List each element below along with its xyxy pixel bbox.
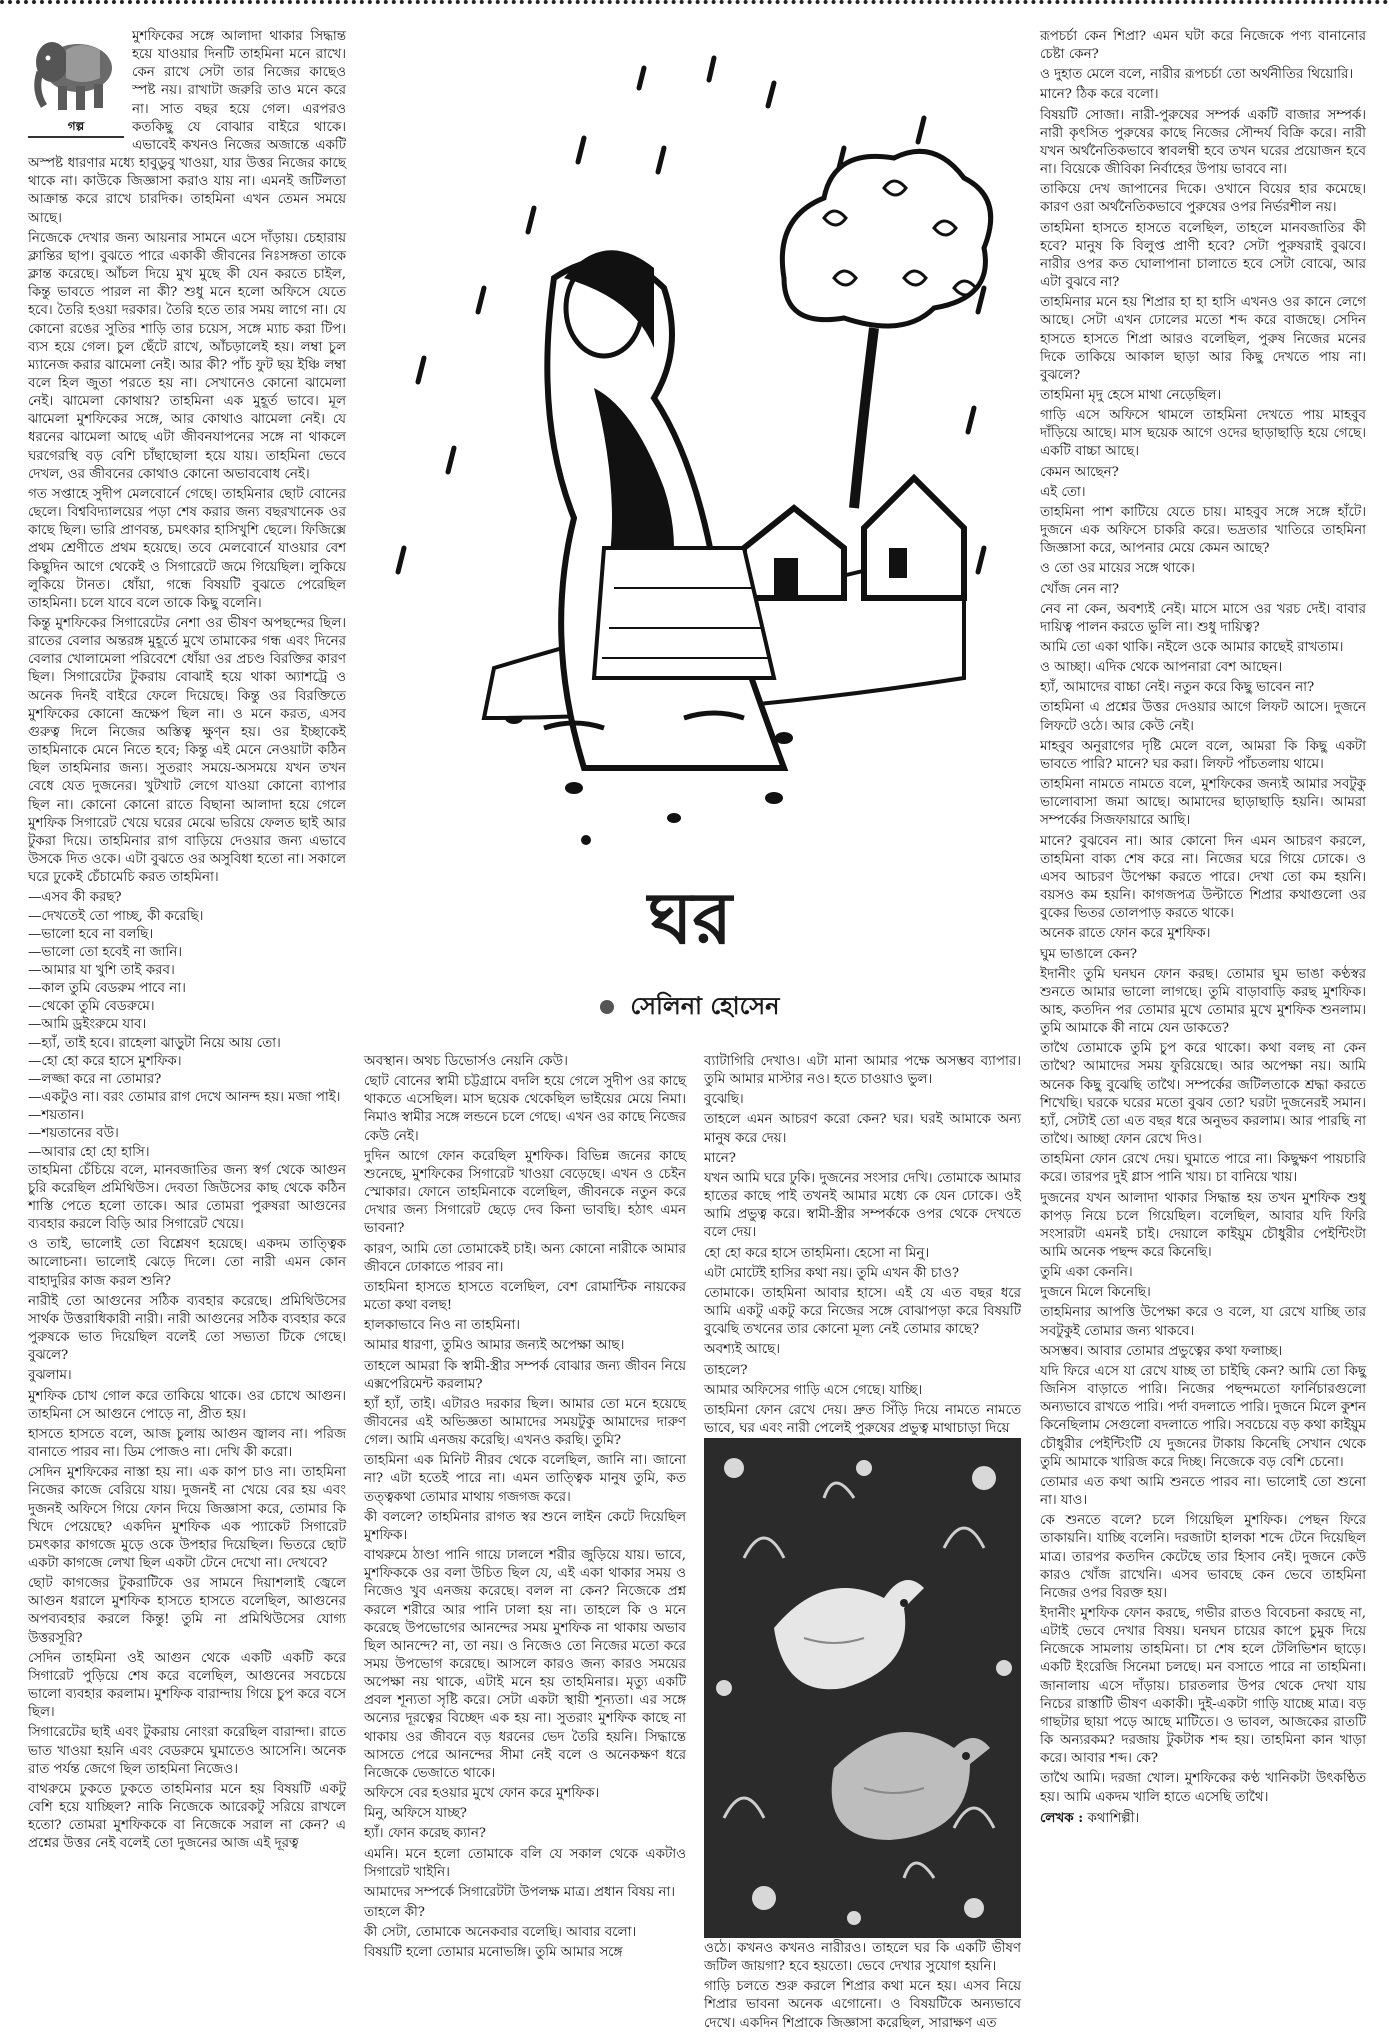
paragraph: তাহমিনা এক মিনিট নীরব থেকে বলেছিল, জানি না। জানো না? এটা হতেই পারে না। এমন তাত্ত্বিক মানুষ তুমি, কত তত্ত্বকথা তোমার মাথায় গজগজ করে। xyxy=(364,1453,686,1505)
dialogue-line: —হ্যাঁ, তাই হবে। রাহেলা ঝাড়ুটা নিয়ে আয় তো। xyxy=(28,1035,281,1051)
paragraph: তাহমিনা ফোন রেখে দেয়। দ্রুত সিঁড়ি দিয়ে নামতে নামতে ভাবে, ঘর এবং নারী পেলেই পুরুষের প্রভুত্ব মাথাচাড়া দিয়ে xyxy=(704,1402,1021,1436)
paragraph: হো হো করে হাসে তাহমিনা। হেসো না মিনু। xyxy=(704,1245,930,1261)
paragraph: তাহমিনা এ প্রশ্নের উত্তর দেওয়ার আগে লিফট আসে। দুজনে লিফটে ওঠে। আর কেউ নেই। xyxy=(1040,700,1366,734)
dialogue-line: —আমার যা খুশি তাই করব। xyxy=(28,962,175,978)
paragraph: ও তো ওর মায়ের সঙ্গে থাকে। xyxy=(1040,561,1195,577)
paragraph: তাহমিনা হাসতে হাসতে বলেছিল, বেশ রোমান্টিক নায়কের মতো কথা বলছ! xyxy=(364,1279,686,1314)
paragraph: নেব না কেন, অবশ্যই নেই। মাসে মাসে ওর খরচ দেই। বাবার দায়িত্ব পালন করতে ভুলি না। শুধু দায়িত্ব? xyxy=(1040,601,1366,635)
paragraph: তাহলে আমরা কি স্বামী-স্ত্রীর সম্পর্ক বোঝার জন্য জীবন নিয়ে এক্সপেরিমেন্ট করলাম? xyxy=(364,1358,686,1392)
dialogue-line: —কাল তুমি বেডরুম পাবে না। xyxy=(28,981,186,997)
paragraph: অবশ্যই আছে। xyxy=(704,1342,780,1358)
paragraph: আমি তো একা থাকি। নইলে ওকে আমার কাছেই রাখতাম। xyxy=(1040,640,1344,655)
story-author xyxy=(600,994,840,1018)
paragraph: খোঁজ নেন না? xyxy=(1040,581,1120,597)
paragraph: তুমি একা কেননি। xyxy=(1040,1265,1133,1281)
paragraph: তাহলে এমন আচরণ করো কেন? ঘর। ঘরই আমাকে অন্য মানুষ করে দেয়। xyxy=(704,1112,1021,1146)
paragraph: হ্যাঁ হ্যাঁ, তাই। এটারও দরকার ছিল। আমার তো মনে হয়েছে জীবনের এই অভিজ্ঞতা আমাদের সময়টুকু আমাদের দারুণ গেল। আমি এনজয় করেছি। এখনও করছি। তুমি? xyxy=(364,1396,686,1449)
paragraph: তাহমিনার আপত্তি উপেক্ষা করে ও বলে, যা রেখে যাচ্ছি তার সবটুকুই তোমার জন্য থাকবে। xyxy=(1040,1305,1366,1339)
author-name: সেলিনা হোসেন xyxy=(630,992,780,1020)
paragraph: তাহমিনা মৃদু হেসে মাথা নেড়েছিল। xyxy=(1040,387,1222,403)
story-column-middle-b-end xyxy=(704,1940,1021,2031)
paragraph: কে শুনতে বলে? চলে গিয়েছিল মুশফিক। পেছন ফিরে তাকায়নি। যাচ্ছি বলেনি। দরজাটা হালকা শব্দে টেনে দিয়েছিল মাত্র। তারপর কতদিন কেটেছে তার হিসাব নেই। দুজনে কেউ কারও খোঁজ রাখেনি। এসব ভাবছে কেন ভেবে তাহমিনা নিজের ওপর বিরক্ত হয়। xyxy=(1040,1513,1366,1601)
paragraph: গত সপ্তাহে সুদীপ মেলবোর্নে গেছে। তাহমিনার ছোট বোনের ছেলে। বিশ্ববিদ্যালয়ের পড়া শেষ করার জন্য বছরখানেক ওর কাছে ছিল। ভারি প্রাণবন্ত, চমৎকার হাসিখুশি ছেলে। ফিজিক্সে প্রথম শ্রেণীতে প্রথম হয়েছে। তবে মেলবোর্নে যাওয়ার বেশ কিছুদিন আগে থেকেই ও সিগারেটে জমে গিয়েছিল। লুকিয়ে লুকিয়ে টানত। ধোঁয়া, গন্ধে বিষয়টি বুঝতে পেরেছিল তাহমিনা। চলে যাবে বলে তাকে কিছু বলেনি। xyxy=(28,486,346,611)
paragraph: কেমন আছেন? xyxy=(1040,464,1119,480)
story-illustration xyxy=(364,28,1024,868)
dialogue-line: —শয়তান। xyxy=(28,1108,84,1124)
story-column-right xyxy=(1040,28,1366,1983)
dialogue-line: —দেখতেই তো পাচ্ছ, কী করেছি। xyxy=(28,908,204,924)
dialogue-line: —আমি ড্রইংরুমে যাব। xyxy=(28,1017,147,1033)
dialogue-line: —ভালো তো হবেই না জানি। xyxy=(28,944,183,960)
paragraph: কী সেটা, তোমাকে অনেকবার বলেছি। আবার বলো। xyxy=(364,1925,637,1941)
paragraph: ও আচ্ছা। এদিক থেকে আপনারা বেশ আছেন। xyxy=(1040,660,1283,676)
paragraph: নিজেকে দেখার জন্য আয়নার সামনে এসে দাঁড়ায়। চেহারায় ক্লান্তির ছাপ। বুঝতে পারে একাকী জীবনের নিঃসঙ্গতা তাকে ক্লান্ত করেছে। আঁচল দিয়ে মুখ মুছে কী যেন করতে চাইল, কিন্তু ভাবতে পারল না কী? শুধু মনে হলো অফিসে যেতে হবে। তৈরি হওয়া দরকার। তৈরি হতে তার সময় লাগে না। যে কোনো রঙের সুতির শাড়ি তার চয়েস, সঙ্গে ম্যাচ করা টিপ। ব্যস হয়ে গেল। চুল ছেঁটে রাখে, আঁচড়ালেই হয়। লম্বা চুল ম্যানেজ করার ঝামেলা নেই। আর কী? পাঁচ ফুট ছয় ইঞ্চি লম্বা বলে হিল জুতা পরতে হয় না। সেখানেও কোনো ঝামেলা নেই। ঝামেলা কোথায়? তাহমিনা এক মুহূর্ত ভাবে। মূল ঝামেলা মুশফিকের সঙ্গে, আর কোথাও ঝামেলা নেই। যে ধরনের ঝামেলা আছে এটা জীবনযাপনের সঙ্গে না থাকলে ঘরগেরস্থি বড় বেশি চাঁছাছোলা হয়ে যায়। তাহমিনা ভেবে দেখল, ওর জীবনের কোথাও কোনো অভাববোধ নেই। xyxy=(28,230,346,482)
paragraph: তাহমিনা হাসতে হাসতে বলেছিল, তাহলে মানবজাতির কী হবে? মানুষ কি বিলুপ্ত প্রাণী হবে? সেটা পুরুষরাই বুঝবে। নারীর ওপর কত ঘোলাপানা চালাতে হবে সেটা বোঝে, আর এটা বুঝবে না? xyxy=(1040,220,1366,291)
paragraph: ও দুহাত মেলে বলে, নারীর রূপচর্চা তো অর্থনীতির থিয়োরি। xyxy=(1040,67,1354,83)
dialogue-line: —লজ্জা করে না তোমার? xyxy=(28,1071,162,1087)
paragraph: সেদিন মুশফিকের নাস্তা হয় না। এক কাপ চাও না। তাহমিনা নিজের কাজে বেরিয়ে যায়। দুজনই না খেয়ে বের হয় এবং দুজনই অফিসে গিয়ে ফোন দিয়ে জিজ্ঞাসা করে, তোমার কি খিদে পেয়েছে? একদিন মুশফিক এক প্যাকেট সিগারেট চমৎকার কাগজে মুড়ে ওকে উপহার দিয়েছিল। ভিতরে ছোট একটা কাগজে লেখা ছিল একটা টেনে দেখো না। দেখবে? xyxy=(28,1465,346,1571)
bullet-icon xyxy=(600,1000,614,1014)
paragraph: আমার ধারণা, তুমিও আমার জন্যই অপেক্ষা আছ। xyxy=(364,1338,625,1354)
paragraph: দুজনে মিলে কিনেছি। xyxy=(1040,1285,1151,1301)
paragraph: কারণ, আমি তো তোমাকেই চাই। অন্য কোনো নারীকে আমার জীবনে ঢোকাতে পারব না। xyxy=(364,1241,686,1275)
paragraph: গাড়ি চলতে শুরু করলে শিপ্রার কথা মনে হয়। এসব নিয়ে শিপ্রার ভাবনা অনেক এগোনো। ও বিষয়টিকে অন্যভাবে দেখে। একদিন শিপ্রাকে জিজ্ঞাসা করেছিল, সারাক্ষণ এত xyxy=(704,1979,1021,2031)
paragraph: তাহলে? xyxy=(704,1362,748,1378)
dialogue-line: —শয়তানের বউ। xyxy=(28,1126,119,1142)
paragraph: তাকিয়ে দেখ জাপানের দিকে। ওখানে বিয়ের হার কমেছে। কারণ ওরা অর্থনৈতিকভাবে পুরুষের ওপর নির্ভরশীল নয়। xyxy=(1040,182,1366,216)
dialogue-line: —ভালো হবে না বলছি। xyxy=(28,926,154,942)
paragraph: ব্যাটাগিরি দেখাও। এটা মানা আমার পক্ষে অসম্ভব ব্যাপার। তুমি আমার মাস্টার নও। হতে চাওয়াও ভুল। xyxy=(704,1054,1021,1088)
paragraph: দুদিন আগে ফোন করেছিল মুশফিক। বিভিন্ন জনের কাছে শুনেছে, মুশফিকের সিগারেট খাওয়া বেড়েছে। এখন ও চেইন স্মোকার। ফোনে তাহমিনাকে বলেছিল, জীবনকে নতুন করে দেখার জন্য সিগারেট ছেড়ে দেব কিনা ভাবছি। হঠাৎ এমন ভাবনা? xyxy=(364,1148,686,1237)
paragraph: তোমাকে। তাহমিনা আবার হাসে। এই যে এত বছর ধরে আমি একটু একটু করে নিজের সঙ্গে বোঝাপড়া করে বিষয়টি বুঝেছি তখনের তার কোনো মূল্য নেই তোমার কাছে? xyxy=(704,1285,1021,1338)
paragraph: কী বললে? তাহমিনার রাগত স্বর শুনে লাইন কেটে দিয়েছিল মুশফিক। xyxy=(364,1509,686,1543)
paragraph: এটা মোটেই হাসির কথা নয়। তুমি এখন কী চাও? xyxy=(704,1265,959,1281)
paragraph: তোমার এত কথা আমি শুনতে পারব না। ভালোই তো শুনো না। যাও। xyxy=(1040,1474,1366,1509)
paragraph: সিগারেটের ছাই এবং টুকরায় নোংরা করেছিল বারান্দা। রাতে ভাত খাওয়া হয়নি এবং বেডরুমে ঘুমাতেও আসেনি। অনেক রাত পর্যন্ত জেগে ছিল তাহমিনা নিজেও। xyxy=(28,1725,346,1777)
paragraph: মানে? বুঝবেন না। আর কোনো দিন এমন আচরণ করলে, তাহমিনা বাক্য শেষ করে না। নিজের ঘরে গিয়ে ঢোকে। ও এসব আচরণ উপেক্ষা করতে পারে। দেখা তো কম হয়নি। বয়সও কম হয়নি। কাগজপত্র উল্টাতে শিপ্রার কথাগুলো ওর বুকের ভিতর তোলপাড় করতে থাকে। xyxy=(1040,833,1366,922)
paragraph: মাহবুব অনুরাগের দৃষ্টি মেলে বলে, আমরা কি কিছু একটা ভাবতে পারি? মানে? ঘর করা। লিফট পাঁচতলায় থামে। xyxy=(1040,738,1366,772)
paragraph: কিন্তু মুশফিকের সিগারেটের নেশা ওর ভীষণ অপছন্দের ছিল। রাতের বেলার অন্তরঙ্গ মুহূর্তে মুখে তামাকের গন্ধ এবং দিনের বেলার খোলামেলা পরিবেশে ধোঁয়া ওর প্রচণ্ড বিরক্তির কারণ ছিল। সিগারেটের টুকরায় বোঝাই হয়ে থাকা অ্যাশট্রে ও অনেক দিনই বাইরে ফেলে দিয়েছে। কিন্তু ওর বিরক্তিতে মুশফিকের কোনো ভ্রূক্ষেপ ছিল না। ও মনে করত, এসব গুরুত্ব দিলে নিজের অস্তিত্ব ক্ষুণ্ন হয়। ওর ইচ্ছাকেই তাহমিনাকে মেনে নিতে হবে; কিন্তু এই মেনে নেওয়াটা কঠিন ছিল তাহমিনার জন্য। সুতরাং সময়ে-অসময়ে যখন তখন বেধে যেত দুজনের। খুটখাট লেগে যাওয়া কোনো ব্যাপার ছিল না। কোনো কোনো রাতে বিছানা আলাদা হয়ে গেলে মুশফিক সিগারেট খেয়ে ঘরের মেঝে ভরিয়ে ফেলত ছাই আর টুকরা দিয়ে। তাহমিনার রাগ বাড়িয়ে দেওয়ার জন্য এভাবে উসকে দিত ওকে। এটা বুঝতে ওর অসুবিধা হতো না। সকালে ঘরে ঢুকেই চেঁচামেচি করত তাহমিনা। xyxy=(28,616,346,886)
paragraph: বিষয়টি হলো তোমার মনোভঙ্গি। তুমি আমার সঙ্গে xyxy=(364,1945,623,1961)
paragraph: ঘুম ভাঙালে কেন? xyxy=(1040,946,1138,962)
paragraph: ইদানীং মুশফিক ফোন করছে, গভীর রাতও বিবেচনা করছে না, এটাই ভেবে দেখার বিষয়। ঘনঘন চায়ের কাপে চুমুক দিয়ে নিজেকে সামলায় তাহমিনা। চা শেষ হলে টেলিভিশন ছাড়ে। একটি ইংরেজি সিনেমা চলছে। মন বসাতে পারে না তাহমিনা। জানালায় এসে দাঁড়ায়। চারতলার উপর থেকে দেখা যায় নিচের রাস্তাটি ভীষণ একাকী। দুই-একটা গাড়ি যাচ্ছে মাত্র। বড় গাছটার ছায়া পড়ে আছে মাটিতে। ও ভাবল, আজকের রাতটি কি অন্যরকম? দরজায় টুকটাক শব্দ হয়। তাহমিনা কান খাড়া করে। আবার শব্দ। কে? xyxy=(1040,1605,1366,1767)
paragraph: তাহলে কী? xyxy=(364,1905,425,1921)
paragraph: মানে? xyxy=(704,1150,736,1166)
paragraph: যদি ফিরে এসে যা রেখে যাচ্ছ তা চাইছি কেন? আমি তো কিছু জিনিস বাড়াতে পারি। নিজের পছন্দমতো ফার্নিচারগুলো অন্যভাবে রাখতে পারি। পর্দা বদলাতে পারি। দুজনে মিলে কুশন কিনেছিলাম সেগুলো বদলাতে পারি। সবচেয়ে বড় কথা কাইয়ুম চৌধুরীর পেইন্টিংটি যে দুজনের টাকায় কিনেছি সেখান থেকে তুমি আমাকে খারিজ করে দিচ্ছ। নিজেকে বড় বেশি চেনো। xyxy=(1040,1363,1366,1470)
paragraph: হ্যাঁ, আমাদের বাচ্চা নেই। নতুন করে কিছু ভাবেন না? xyxy=(1040,680,1315,696)
paragraph: ছোট বোনের স্বামী চট্টগ্রামে বদলি হয়ে গেলে সুদীপ ওর কাছে থাকতে এসেছিল। মাস ছয়েক থেকেছিল ভাইয়ের মেয়ে নিমা। নিমাও স্বামীর সঙ্গে লন্ডনে চলে গেছে। এখন ওর কাছে নিজের কেউ নেই। xyxy=(364,1074,686,1144)
dialogue-line: —থেকো তুমি বেডরুমে। xyxy=(28,999,155,1015)
paragraph: তাহমিনার মনে হয় শিপ্রার হা হা হাসি এখনও ওর কানে লেগে আছে। সেটা এখন ঢোলের মতো শব্দ করে বাজছে। সেদিন হাসতে হাসতে শিপ্রা আরও বলেছিল, পুরুষ নিজের মনের দিকে তাকিয়ে আকাল ছাড়া আর কিছু দেখতে পায় না। বুঝলে? xyxy=(1040,295,1366,383)
paragraph: ইদানীং তুমি ঘনঘন ফোন করছ। তোমার ঘুম ভাঙা কণ্ঠস্বর শুনতে আমার ভালো লাগছে। তুমি বাড়াবাড়ি করছ মুশফিক। আহ, কতদিন পর তোমার মুখে তোমার মুখে মুশফিক শুনলাম। তুমি আমাকে কী নামে যেন ডাকতে? xyxy=(1040,966,1366,1037)
paragraph: তাহমিনা পাশ কাটিয়ে যেতে চায়। মাহবুব সঙ্গে সঙ্গে হাঁটে। দুজনে এক অফিসে চাকরি করে। ভদ্রতার খাতিরে তাহমিনা জিজ্ঞাসা করে, আপনার মেয়ে কেমন আছে? xyxy=(1040,504,1366,557)
byline-label: লেখক : xyxy=(1040,1809,1084,1826)
byline-value: কথাশিল্পী। xyxy=(1087,1810,1140,1826)
paragraph: এই তো। xyxy=(1040,484,1086,500)
dialogue-line: —আবার হো হো হাসি। xyxy=(28,1144,150,1160)
paragraph: তাহমিনা চেঁচিয়ে বলে, মানবজাতির জন্য স্বর্গ থেকে আগুন চুরি করেছিল প্রমিথিউস। দেবতা জিউসের কাছ থেকে কঠিন শাস্তি পেতে হলো তাকে। আর তোমরা পুরুষরা আগুনের ব্যবহার করলে বিড়ি আর সিগারেট খেয়ে। xyxy=(28,1162,346,1233)
paragraph: নারীই তো আগুনের সঠিক ব্যবহার করেছে। প্রমিথিউসের সার্থক উত্তরাধিকারী নারী। নারী আগুনের সঠিক ব্যবহার করে পুরুষকে ভাত দিয়েছিল বলেই তো সভ্যতা টিকে গেছে। বুঝলে? xyxy=(28,1293,346,1364)
story-column-middle-b xyxy=(704,1053,1021,1438)
paragraph: হ্যাঁ। ফোন করেছ ক্যান? xyxy=(364,1826,486,1842)
story-column-middle-a xyxy=(364,1053,686,1983)
story-column-left xyxy=(28,28,346,1983)
paragraph: তাহমিনা নামতে নামতে বলে, মুশফিকের জন্যই আমার সবটুকু ভালোবাসা জমা আছে। আমাদের ছাড়াছাড়ি হয়নি। আমরা সম্পর্কের সিজফায়ারে আছি। xyxy=(1040,777,1366,829)
paragraph: ছোট কাগজের টুকরাটিকে ওর সামনে দিয়াশলাই জ্বেলে আগুন ধরালে মুশফিক হাসতে হাসতে বলেছিল, আগুনের অপব্যবহার করলে কিন্তু! তুমি না প্রমিথিউসের যোগ্য উত্তরসূরি? xyxy=(28,1576,346,1646)
paragraph: মিনু, অফিসে যাচ্ছ? xyxy=(364,1806,467,1822)
elephant-icon xyxy=(28,28,124,118)
paragraph: ওঠে। কখনও কখনও নারীরও। তাহলে ঘর কি একটি ভীষণ জটিল জায়গা? হবে হয়তো। ভেবে দেখার সুযোগ হয়নি। xyxy=(704,1941,1021,1975)
story-title: ঘর xyxy=(647,876,733,960)
dialogue-line: —এসব কী করছ? xyxy=(28,890,122,906)
paragraph: অসম্ভব। আবার তোমার প্রভুত্বের কথা ফলাচ্ছ। xyxy=(1040,1343,1283,1359)
paragraph: আমার অফিসের গাড়ি এসে গেছে। যাচ্ছি। xyxy=(704,1382,923,1398)
paragraph: হালকাভাবে নিও না তাহমিনা। xyxy=(364,1318,521,1334)
top-dotted-rule xyxy=(0,0,1389,11)
paragraph: আমাদের সম্পর্কে সিগারেটটা উপলক্ষ মাত্র। প্রধান বিষয় না। xyxy=(364,1884,676,1900)
section-tag: গল্প xyxy=(67,118,85,133)
paragraph: মুশফিকের সঙ্গে আলাদা থাকার সিদ্ধান্ত হয়ে যাওয়ার দিনটি তাহমিনা মনে রাখে। কেন রাখে সেটা তার নিজের কাছেও স্পষ্ট নয়। রাখাটা জরুরি তাও মনে করে না। সাত বছর হয়ে গেল। এরপরও কতকিছু যে বোঝার বাইরে থাকে। এভাবেই কখনও নিজের অজান্তে একটি অস্পষ্ট ধারণার মধ্যে হাবুডুবু খাওয়া, যার উত্তর নিজের কাছে থাকে না। কাউকে জিজ্ঞাসা করাও যায় না। এমনই জটিলতা আক্রান্ত করে রাখে চারদিক। তাহমিনা এখন তেমন সময়ে আছে। xyxy=(28,29,346,226)
paragraph: অফিসে বের হওয়ার মুখে ফোন করে মুশফিক। xyxy=(364,1786,600,1802)
paragraph: ও তাই, ভালোই তো বিশ্লেষণ হয়েছে। একদম তাত্ত্বিক আলোচনা। ভালোই ঝেড়ে দিলে। তো নারী এমন কোন বাহাদুরির কাজ করল শুনি? xyxy=(28,1237,346,1289)
paragraph: সেদিন তাহমিনা ওই আগুন থেকে একটি একটি করে সিগারেট পুড়িয়ে শেষ করে বলেছিল, আগুনের সবচেয়ে ভালো ব্যবহার করলাম। মুশফিক বারান্দায় গিয়ে চুপ করে বসে ছিল। xyxy=(28,1650,346,1721)
paragraph: তাহমিনা ফোন রেখে দেয়। ঘুমাতে পারে না। কিছুক্ষণ পায়চারি করে। তারপর দুই গ্লাস পানি খায়। চা বানিয়ে খায়। xyxy=(1040,1152,1366,1186)
paragraph: তাথৈ তোমাকে তুমি চুপ করে থাকো। কথা বলছ না কেন তাথৈ? আমাদের সময় ফুরিয়েছে। আর অপেক্ষা নয়। আমি অনেক কিছু বুঝেছি তাথৈ। সম্পর্কের জটিলতাকে শ্রদ্ধা করতে শিখেছি। ঘরকে ঘরের মতো বুঝব তো? ঘরটা দুজনেরই সমান। হ্যাঁ, সেটাই তো এত বছর ধরে অনুভব করলাম। আর পারছি না তাথৈ। আচ্ছা ফোন রেখে দিও। xyxy=(1040,1041,1366,1148)
paragraph: বাথরুমে ঢুকতে ঢুকতে তাহমিনার মনে হয় বিষয়টি একটু বেশি হয়ে যাচ্ছিল? নাকি নিজেকে আরেকটু সরিয়ে রাখলে হতো? তোমরা মুশফিককে বা নিজেকে সরাল না কেন? এ প্রশ্নের উত্তর নেই বলেই তো দুজনের আজ এই দূরত্ব xyxy=(28,1781,346,1852)
paragraph: বুঝেছি। xyxy=(704,1092,744,1108)
paragraph: বিষয়টি সোজা। নারী-পুরুষের সম্পর্ক একটি বাজার সম্পর্ক। নারী কৃৎসিত পুরুষের কাছে নিজের সৌন্দর্য বিক্রি করে। নারী যখন অর্থনৈতিকভাবে স্বাবলম্বী হবে তখন ঘরের প্রয়োজন হবে না। বিয়েকে জীবিকা নির্বাহের উপায় ভাববে না। xyxy=(1040,107,1366,178)
paragraph: মুশফিক চোখ গোল করে তাকিয়ে থাকে। ওর চোখে আগুন। তাহমিনা সে আগুনে পোড়ে না, প্রীত হয়। xyxy=(28,1388,346,1422)
paragraph: বাথরুমে ঠাণ্ডা পানি গায়ে ঢাললে শরীর জুড়িয়ে যায়। ভাবে, মুশফিককে ওর বলা উচিত ছিল যে, এই একা থাকার সময় ও নিজেও খুব এনজয় করেছে। বলল না কেন? নিজেকে প্রশ্ন করলে শরীরে আর পানি ঢালা হয় না। তাহলে কি ও মনে করেছে উপভোগের আনন্দের সময় মুশফিক না থাকায় অভাব ছিল আনন্দে? না, তা নয়। ও নিজেও তো নিজের মতো করে সময় উপভোগ করেছে। আসলে কারও জন্য কারও সময়ের অপেক্ষা নয় থাকে, এটাই মনে হয় তাহমিনার। মৃত্যু একটি প্রবল শূন্যতা সৃষ্টি করে। সেটা একটা স্থায়ী শূন্যতা। এর সঙ্গে অন্যের দূরত্বের বিচ্ছেদ এক হয় না। সুতরাং মুশফিক কাছে না থাকায় ওর জীবনে বড় ধরনের ভেদ তৈরি হয়নি। সিদ্ধান্তে আসতে পেরে আনন্দের সীমা নেই বলে ও অনেকক্ষণ ধরে নিজেকে ভেজাতে থাকে। xyxy=(364,1548,686,1781)
paragraph: রূপচর্চা কেন শিপ্রা? এমন ঘটা করে নিজেকে পণ্য বানানোর চেষ্টা কেন? xyxy=(1040,29,1366,63)
bird-pattern-illustration xyxy=(704,1438,1021,1938)
paragraph: হাসতে হাসতে বলে, আজ চুলায় আগুন জ্বালব না। পরিজ বানাতে পারব না। ডিম পোজও না। দেখি কী করো। xyxy=(28,1426,346,1461)
dialogue-line: —একটুও না। বরং তোমার রাগ দেখে আনন্দ হয়। মজা পাই। xyxy=(28,1090,341,1106)
paragraph: বুঝলাম। xyxy=(28,1368,72,1384)
paragraph: দুজনের যখন আলাদা থাকার সিদ্ধান্ত হয় তখন মুশফিক শুধু কাপড় নিয়ে চলে গিয়েছিল। বলেছিল, আবার যদি ফিরি সংসারটা এমনই চাই। দেয়ালে কাইয়ুম চৌধুরীর পেইন্টিংটা আমি অনেক পছন্দ করে কিনেছি। xyxy=(1040,1190,1366,1260)
paragraph: মানে? ঠিক করে বলো। xyxy=(1040,87,1159,103)
paragraph: তাথৈ আমি। দরজা খোল। মুশফিকের কণ্ঠ খানিকটা উৎকণ্ঠিত হয়। আমি একদম খালি হাতে এসেছি তাথৈ। xyxy=(1040,1771,1366,1805)
author-byline xyxy=(1040,1809,1366,1828)
paragraph: যখন আমি ঘরে ঢুকি। দুজনের সংসার দেখি। তোমাকে আমার হাতের কাছে পাই তখনই আমার মধ্যে কে যেন ঢোকে। ওই আমি প্রভুত্ব করে। স্বামী-স্ত্রীর সম্পর্ককে ওপর থেকে দেখতে বলে দেয়। xyxy=(704,1170,1021,1241)
section-logo xyxy=(28,28,124,138)
paragraph: গাড়ি এসে অফিসে থামলে তাহমিনা দেখতে পায় মাহবুব দাঁড়িয়ে আছে। মাস ছয়েক আগে ওদের ছাড়াছাড়ি হয়ে গেছে। একটি বাচ্চা আছে। xyxy=(1040,408,1366,460)
paragraph: অনেক রাতে ফোন করে মুশফিক। xyxy=(1040,926,1211,942)
dialogue-line: —হো হো করে হাসে মুশফিক। xyxy=(28,1053,182,1069)
paragraph: এমনি। মনে হলো তোমাকে বলি যে সকাল থেকে একটাও সিগারেট খাইনি। xyxy=(364,1846,686,1880)
paragraph: অবস্থান। অথচ ডিভোর্সও নেয়নি কেউ। xyxy=(364,1054,568,1069)
